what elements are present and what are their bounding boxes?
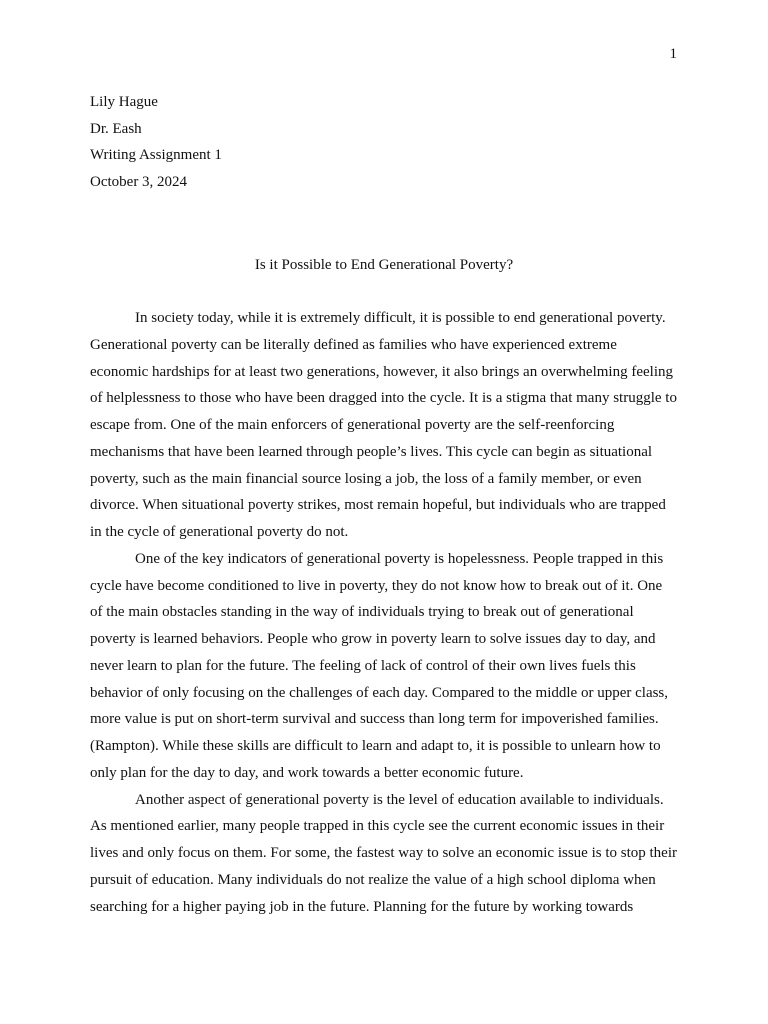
student-name: Lily Hague [90, 94, 158, 110]
paragraph-2: One of the key indicators of generational poverty is hopelessness. People trapped in this cycle have become conditioned to live in poverty, they do not know how to break out of it. One of the main obstacles standing in the way of individuals trying to break out of generational poverty is learned behaviors. People who grow in poverty learn to solve issues day to day, and never learn to plan for the future. The feeling of lack of control of their own lives fuels this behavior of only focusing on the challenges of each day. Compared to the middle or upper class, more value is put on short-term survival and success than long term for impoverished families. (Rampton). While these skills are difficult to learn and adapt to, it is possible to unlearn how to only plan for the day to day, and work towards a better economic future. [90, 550, 669, 781]
paragraph-1: In society today, while it is extremely difficult, it is possible to end generational poverty. Generational poverty can be literally defined as families who have experienced extreme economic hardships for at least two generations, however, it also brings an overwhelming feeling of helplessness to those who have been dragged into the cycle. It is a stigma that many struggle to escape from. One of the main enforcers of generational poverty are the self-reenforcing mechanisms that have been learned through people’s lives. This cycle can begin as situational poverty, such as the main financial source losing a job, the loss of a family member, or even divorce. When situational poverty strikes, most remain hopeful, but individuals who are trapped in the cycle of generational poverty do not. [90, 310, 677, 540]
assignment-name: Writing Assignment 1 [90, 147, 222, 164]
page-number: 1 [669, 46, 677, 62]
paragraph-3: Another aspect of generational poverty is the level of education available to individuals. As mentioned earlier, many people trapped in this cycle see the current economic issues in their lives and only focus on them. For some, the fastest way to solve an economic issue is to stop their pursuit of education. Many individuals do not realize the value of a high school diploma when searching for a higher paying job in the future. Planning for the future by working towards [90, 791, 677, 915]
essay-title: Is it Possible to End Generational Poverty? [254, 257, 514, 273]
assignment-date: October 3, 2024 [90, 174, 188, 191]
instructor-name: Dr. Eash [90, 120, 142, 137]
essay-body [90, 305, 678, 920]
mla-header [90, 93, 690, 200]
